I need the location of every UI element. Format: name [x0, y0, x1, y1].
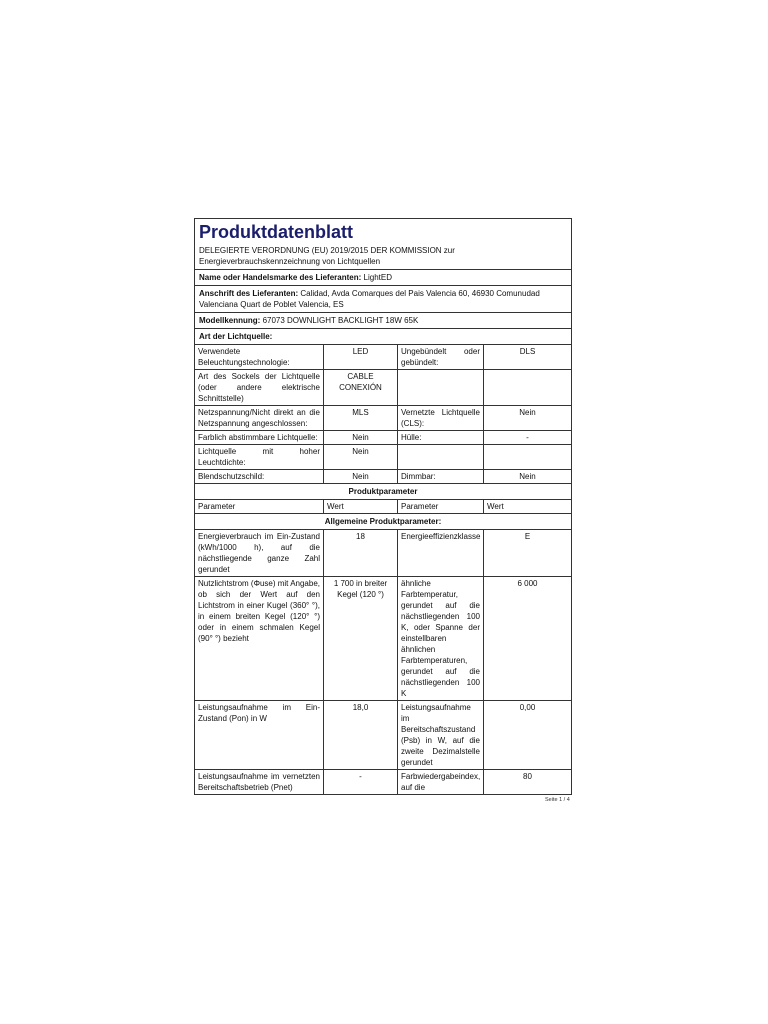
column-header: Parameter: [398, 500, 484, 513]
row-label: Lichtquelle mit hoher Leuchtdichte:: [195, 445, 324, 469]
param-label: Leistungsaufnahme im Ein-Zustand (Pon) in W: [195, 701, 324, 769]
row-label: Hülle:: [398, 431, 484, 444]
param-value: 18: [324, 530, 398, 576]
param-value: -: [324, 770, 398, 794]
page-number: Seite 1 / 4: [545, 797, 570, 803]
row-value: [484, 370, 571, 405]
param-label: Leistungsaufnahme im vernetzten Bereitschaftsbetrieb (Pnet): [195, 770, 324, 794]
param-value: 18,0: [324, 701, 398, 769]
param-label: Energieeffizienzklasse: [398, 530, 484, 576]
page-title: Produktdatenblatt: [199, 222, 354, 242]
param-label: ähnliche Farbtemperatur, gerundet auf die nächstliegenden 100 K, oder Spanne der einstellbaren ähnlichen Farbtemperaturen, gerundet auf die nächstliegenden 100 K: [398, 577, 484, 700]
param-value: 80: [523, 772, 532, 781]
light-source-type-heading: Art der Lichtquelle:: [195, 329, 571, 345]
row-value: Nein: [324, 431, 398, 444]
general-params-heading: Allgemeine Produktparameter:: [195, 514, 571, 530]
row-value: LED: [324, 345, 398, 369]
row-value: Nein: [324, 445, 398, 469]
table-row: [195, 445, 571, 470]
row-value: CABLE CONEXIÓN: [324, 370, 398, 405]
row-value: MLS: [324, 406, 398, 430]
table-row: [195, 470, 571, 484]
address-value: Calidad, Avda Comarques del Pais Valencia 60, 46930 Comunudad Valenciana Quart de Poblet Valencia, ES: [199, 289, 540, 309]
row-value: Nein: [324, 470, 398, 483]
table-row: [195, 530, 571, 577]
row-label: Art des Sockels der Lichtquelle (oder andere elektrische Schnittstelle): [195, 370, 324, 405]
table-header-row: [195, 500, 571, 514]
param-label: Farbwiedergabeindex, auf die: [398, 770, 484, 794]
table-row: [195, 577, 571, 701]
row-label: Netzspannung/Nicht direkt an die Netzspannung angeschlossen:: [195, 406, 324, 430]
param-value: E: [524, 532, 531, 541]
table-row: [195, 431, 571, 445]
model-value: 67073 DOWNLIGHT BACKLIGHT 18W 65K: [262, 316, 419, 325]
row-value: Nein: [519, 472, 536, 481]
row-value: DLS: [519, 347, 536, 356]
model-label: Modellkennung:: [199, 316, 261, 325]
row-value: Nein: [519, 408, 536, 417]
sheet-table: [194, 218, 572, 795]
row-label: [398, 370, 484, 405]
model-row: [195, 313, 571, 329]
supplier-label: Name oder Handelsmarke des Lieferanten:: [199, 273, 362, 282]
row-label: Verwendete Beleuchtungstechnologie:: [195, 345, 324, 369]
param-value: 0,00: [519, 703, 536, 712]
table-row: [195, 701, 571, 770]
table-row: [195, 345, 571, 370]
row-value: [484, 445, 571, 469]
regulation-text: DELEGIERTE VERORDNUNG (EU) 2019/2015 DER KOMMISSION zur Energieverbrauchskennzeichnung von Lichtquellen: [195, 243, 571, 270]
table-row: [195, 370, 571, 406]
row-label: Dimmbar:: [398, 470, 484, 483]
product-params-heading: Produktparameter: [195, 484, 571, 500]
address-label: Anschrift des Lieferanten:: [199, 289, 299, 298]
column-header: Parameter: [195, 500, 324, 513]
row-label: Vernetzte Lichtquelle (CLS):: [398, 406, 484, 430]
row-label: [398, 445, 484, 469]
param-label: Energieverbrauch im Ein-Zustand (kWh/1000 h), auf die nächstliegende ganze Zahl gerundet: [195, 530, 324, 576]
param-value: 6 000: [517, 579, 538, 588]
row-value: -: [526, 433, 529, 442]
column-header: Wert: [324, 500, 398, 513]
supplier-value: LightED: [363, 273, 392, 282]
table-row: [195, 770, 571, 795]
column-header: Wert: [487, 502, 504, 511]
param-label: Nutzlichtstrom (Φuse) mit Angabe, ob sich der Wert auf den Lichtstrom in einer Kugel (360° °), in einem breiten Kegel (120° °) oder in einem schmalen Kegel (90° °) bezieht: [195, 577, 324, 700]
supplier-row: [195, 270, 571, 286]
row-label: Blendschutzschild:: [195, 470, 324, 483]
address-row: [195, 286, 571, 313]
row-label: Farblich abstimmbare Lichtquelle:: [195, 431, 324, 444]
table-row: [195, 406, 571, 431]
product-data-sheet: [194, 218, 572, 795]
row-label: Ungebündelt oder gebündelt:: [398, 345, 484, 369]
param-label: Leistungsaufnahme im Bereitschaftszustand (Psb) in W, auf die zweite Dezimalstelle gerundet: [398, 701, 484, 769]
param-value: 1 700 in breiter Kegel (120 °): [324, 577, 398, 700]
